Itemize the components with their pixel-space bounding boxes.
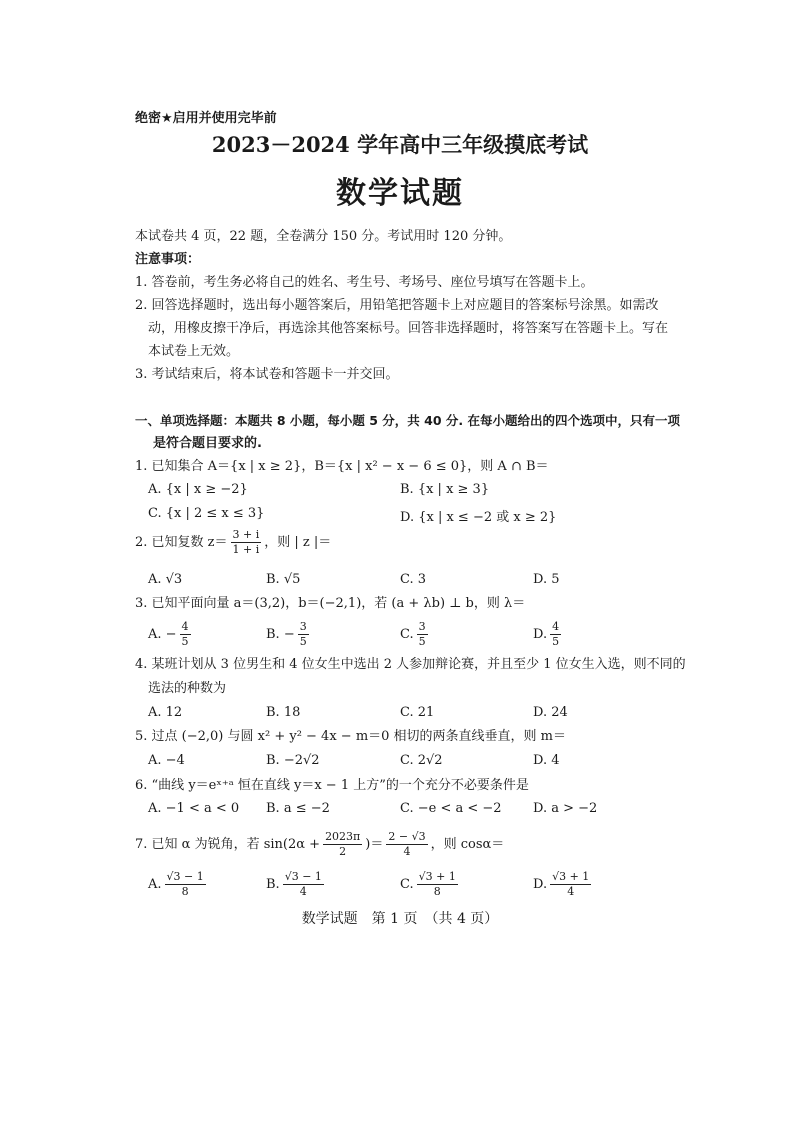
q2-stem-pre: 2. 已知复数 z＝ xyxy=(135,535,228,550)
q7-stem-post: ，则 cosα＝ xyxy=(430,837,505,852)
q3-option-d xyxy=(533,620,564,649)
q2-fraction xyxy=(231,528,262,557)
q4-option-d: D. 24 xyxy=(533,705,568,720)
q6-option-c: C. −e < a < −2 xyxy=(400,801,502,816)
instruction-item: 动，用橡皮擦干净后，再选涂其他答案标号。回答非选择题时，将答案写在答题卡上。写在 xyxy=(148,321,669,336)
q1-option-b: B. {x | x ≥ 3} xyxy=(400,482,490,497)
q3-a-num: 4 xyxy=(181,620,189,633)
question-6-stem: 6. “曲线 y＝eˣ⁺ᵃ 恒在直线 y＝x − 1 上方”的一个充分不必要条件是 xyxy=(135,778,529,793)
secret-mark: 绝密★启用并使用完毕前 xyxy=(135,111,277,126)
q3-a-label: A. − xyxy=(148,627,177,642)
q7-c-num: √3 + 1 xyxy=(418,870,456,883)
question-2-stem xyxy=(135,528,331,557)
q3-a-fraction xyxy=(180,620,191,649)
q7-option-c xyxy=(400,870,461,899)
q1-option-a: A. {x | x ≥ −2} xyxy=(148,482,248,497)
section-heading-cont: 是符合题目要求的. xyxy=(153,436,262,451)
q7-c-label: C. xyxy=(400,877,414,892)
q7-option-b xyxy=(266,870,327,899)
instructions-intro: 本试卷共 4 页，22 题，全卷满分 150 分。考试用时 120 分钟。 xyxy=(135,229,512,244)
question-7-stem xyxy=(135,830,504,859)
question-5-stem: 5. 过点 (−2,0) 与圆 x² + y² − 4x − m＝0 相切的两条直线垂直，则 m＝ xyxy=(135,729,567,744)
q3-c-fraction xyxy=(417,620,428,649)
q3-d-label: D. xyxy=(533,627,548,642)
q1-option-d: D. {x | x ≤ −2 或 x ≥ 2} xyxy=(400,510,557,525)
q6-option-b: B. a ≤ −2 xyxy=(266,801,330,816)
q3-b-label: B. − xyxy=(266,627,295,642)
q6-option-d: D. a > −2 xyxy=(533,801,598,816)
q7-b-den: 4 xyxy=(299,885,307,898)
q3-c-num: 3 xyxy=(418,620,426,633)
q3-b-fraction xyxy=(298,620,309,649)
q7-value-den: 4 xyxy=(403,845,411,858)
q3-d-fraction xyxy=(550,620,561,649)
q1-option-c: C. {x | 2 ≤ x ≤ 3} xyxy=(148,506,265,521)
q3-b-den: 5 xyxy=(299,635,307,648)
q7-option-a xyxy=(148,870,209,899)
q7-b-label: B. xyxy=(266,877,280,892)
page-footer: 数学试题 第 1 页 （共 4 页） xyxy=(301,911,499,927)
q3-b-num: 3 xyxy=(299,620,307,633)
instruction-item: 本试卷上无效。 xyxy=(148,344,240,359)
q7-c-den: 8 xyxy=(433,885,441,898)
q2-option-a: A. √3 xyxy=(148,572,183,587)
q7-angle-num: 2023π xyxy=(325,830,361,843)
instruction-item: 3. 考试结束后，将本试卷和答题卡一并交回。 xyxy=(135,367,399,382)
subject-title: 数学试题 xyxy=(336,176,464,211)
instruction-item: 1. 答卷前，考生务必将自己的姓名、考生号、考场号、座位号填写在答题卡上。 xyxy=(135,275,594,290)
q2-denominator: 1 + i xyxy=(232,543,260,556)
q7-angle-fraction xyxy=(323,830,362,859)
q7-stem-pre: 7. 已知 α 为锐角，若 sin(2α + xyxy=(135,837,321,852)
q7-a-label: A. xyxy=(148,877,162,892)
q7-option-d xyxy=(533,870,594,899)
q6-option-a: A. −1 < a < 0 xyxy=(148,801,240,816)
question-4-stem: 4. 某班计划从 3 位男生和 4 位女生中选出 2 人参加辩论赛，并且至少 1 位女生入选，则不同的 xyxy=(135,657,686,672)
q4-option-b: B. 18 xyxy=(266,705,301,720)
q7-c-fraction xyxy=(417,870,458,899)
exam-title: 2023－2024 学年高中三年级摸底考试 xyxy=(211,132,589,157)
q2-numerator: 3 + i xyxy=(232,528,260,541)
q5-option-d: D. 4 xyxy=(533,753,560,768)
q7-d-label: D. xyxy=(533,877,548,892)
q7-stem-mid: )＝ xyxy=(365,837,384,852)
q3-option-c xyxy=(400,620,431,649)
q3-option-a xyxy=(148,620,194,649)
q5-option-c: C. 2√2 xyxy=(400,753,443,768)
section-heading: 一、单项选择题：本题共 8 小题，每小题 5 分，共 40 分. 在每小题给出的四个选项中，只有一项 xyxy=(135,413,681,428)
q3-d-num: 4 xyxy=(552,620,560,633)
q7-value-fraction xyxy=(386,830,427,859)
q7-d-fraction xyxy=(550,870,591,899)
q3-c-label: C. xyxy=(400,627,414,642)
q4-option-c: C. 21 xyxy=(400,705,435,720)
q5-option-b: B. −2√2 xyxy=(266,753,320,768)
q2-option-b: B. √5 xyxy=(266,572,301,587)
q2-option-c: C. 3 xyxy=(400,572,427,587)
q7-angle-den: 2 xyxy=(339,845,347,858)
q7-a-den: 8 xyxy=(181,885,189,898)
q4-option-a: A. 12 xyxy=(148,705,183,720)
q5-option-a: A. −4 xyxy=(148,753,185,768)
question-3-stem: 3. 已知平面向量 a＝(3,2)，b＝(−2,1)，若 (a + λb) ⊥ b，则 λ＝ xyxy=(135,596,526,611)
q2-option-d: D. 5 xyxy=(533,572,560,587)
instructions-heading: 注意事项： xyxy=(135,252,201,267)
instruction-item: 2. 回答选择题时，选出每小题答案后，用铅笔把答题卡上对应题目的答案标号涂黑。如需改 xyxy=(135,298,659,313)
q3-d-den: 5 xyxy=(552,635,560,648)
q7-a-fraction xyxy=(165,870,206,899)
q3-c-den: 5 xyxy=(418,635,426,648)
q3-option-b xyxy=(266,620,312,649)
q7-d-den: 4 xyxy=(567,885,575,898)
question-4-stem-cont: 选法的种数为 xyxy=(148,681,227,696)
q7-b-num: √3 − 1 xyxy=(284,870,322,883)
q7-d-num: √3 + 1 xyxy=(552,870,590,883)
q7-value-num: 2 − √3 xyxy=(388,830,426,843)
q7-a-num: √3 − 1 xyxy=(166,870,204,883)
q2-stem-post: ，则 | z |＝ xyxy=(264,535,332,550)
q7-b-fraction xyxy=(283,870,324,899)
question-1-stem: 1. 已知集合 A＝{x | x ≥ 2}，B＝{x | x² − x − 6 ≤ 0}，则 A ∩ B＝ xyxy=(135,459,549,474)
q3-a-den: 5 xyxy=(181,635,189,648)
